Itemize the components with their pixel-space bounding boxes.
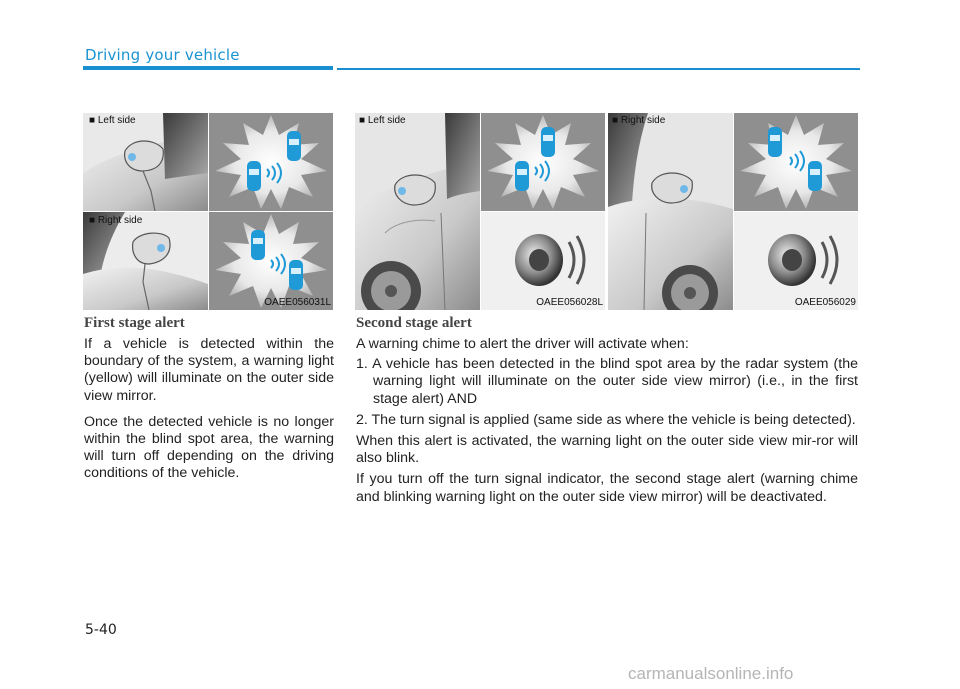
chime-speaker-illustration [734,212,858,310]
first-stage-body [84,336,334,492]
figure-second-stage-right [608,113,858,310]
first-stage-paragraph: If a vehicle is detected within the boundary of the system, a warning light (yellow) will illuminate on the outer side view mirror. [84,336,334,404]
section-title: Driving your vehicle [85,46,240,64]
second-stage-conditions [356,356,858,429]
own-car-icon [768,127,782,157]
warning-light-icon [157,244,165,252]
figure-label-left: ■ Left side [359,115,406,126]
radar-diagram-left [209,113,333,211]
page-number: 5-40 [85,622,117,638]
own-car-icon [247,161,261,191]
second-stage-paragraph: When this alert is activated, the warning light on the outer side view mir-ror will also blink. [356,433,858,467]
header-rule-thick [83,66,333,70]
warning-light-icon [128,153,136,161]
car-side-illustration-right [608,113,733,310]
list-item: 2. The turn signal is applied (same side as where the vehicle is being detected). [356,411,856,428]
second-stage-paragraph: If you turn off the turn signal indicator, the second stage alert (warning chime and blinking warning light on the outer side view mirror) will be deactivated. [356,471,858,505]
figure-code: OAEE056031L [264,297,331,308]
second-stage-heading: Second stage alert [356,315,472,331]
first-stage-paragraph: Once the detected vehicle is no longer within the blind spot area, the warning will turn off depending on the driving conditions of the vehicle. [84,413,334,482]
first-stage-heading: First stage alert [84,315,185,331]
detected-car-icon [808,161,822,191]
detected-car-icon [289,260,303,290]
figure-code: OAEE056028L [536,297,603,308]
second-stage-body [356,336,858,515]
figure-first-stage [83,113,333,310]
figure-label-right: ■ Right side [612,115,666,126]
radar-diagram [481,113,605,211]
figure-label-left: ■ Left side [89,115,136,126]
detected-car-icon [541,127,555,157]
mirror-illustration-right [83,212,208,310]
car-side-illustration-left [355,113,480,310]
own-car-icon [251,230,265,260]
figure-label-right: ■ Right side [89,215,143,226]
header-rule-thin [337,68,860,70]
second-stage-intro: A warning chime to alert the driver will activate when: [356,336,689,352]
watermark: carmanualsonline.info [628,664,794,683]
detected-car-icon [287,131,301,161]
mirror-illustration-left [83,113,208,211]
radar-diagram-right [209,212,333,310]
chime-speaker-illustration [481,212,605,310]
radar-diagram [734,113,858,211]
own-car-icon [515,161,529,191]
warning-light-icon [680,185,688,193]
warning-light-icon [398,187,406,195]
list-item: 1. A vehicle has been detected in the blind spot area by the radar system (the warning light will illuminate on the outer side view mirror) (i.e., in the first stage alert) AND [356,356,858,407]
figure-second-stage-left [355,113,605,310]
figure-code: OAEE056029 [794,297,856,308]
